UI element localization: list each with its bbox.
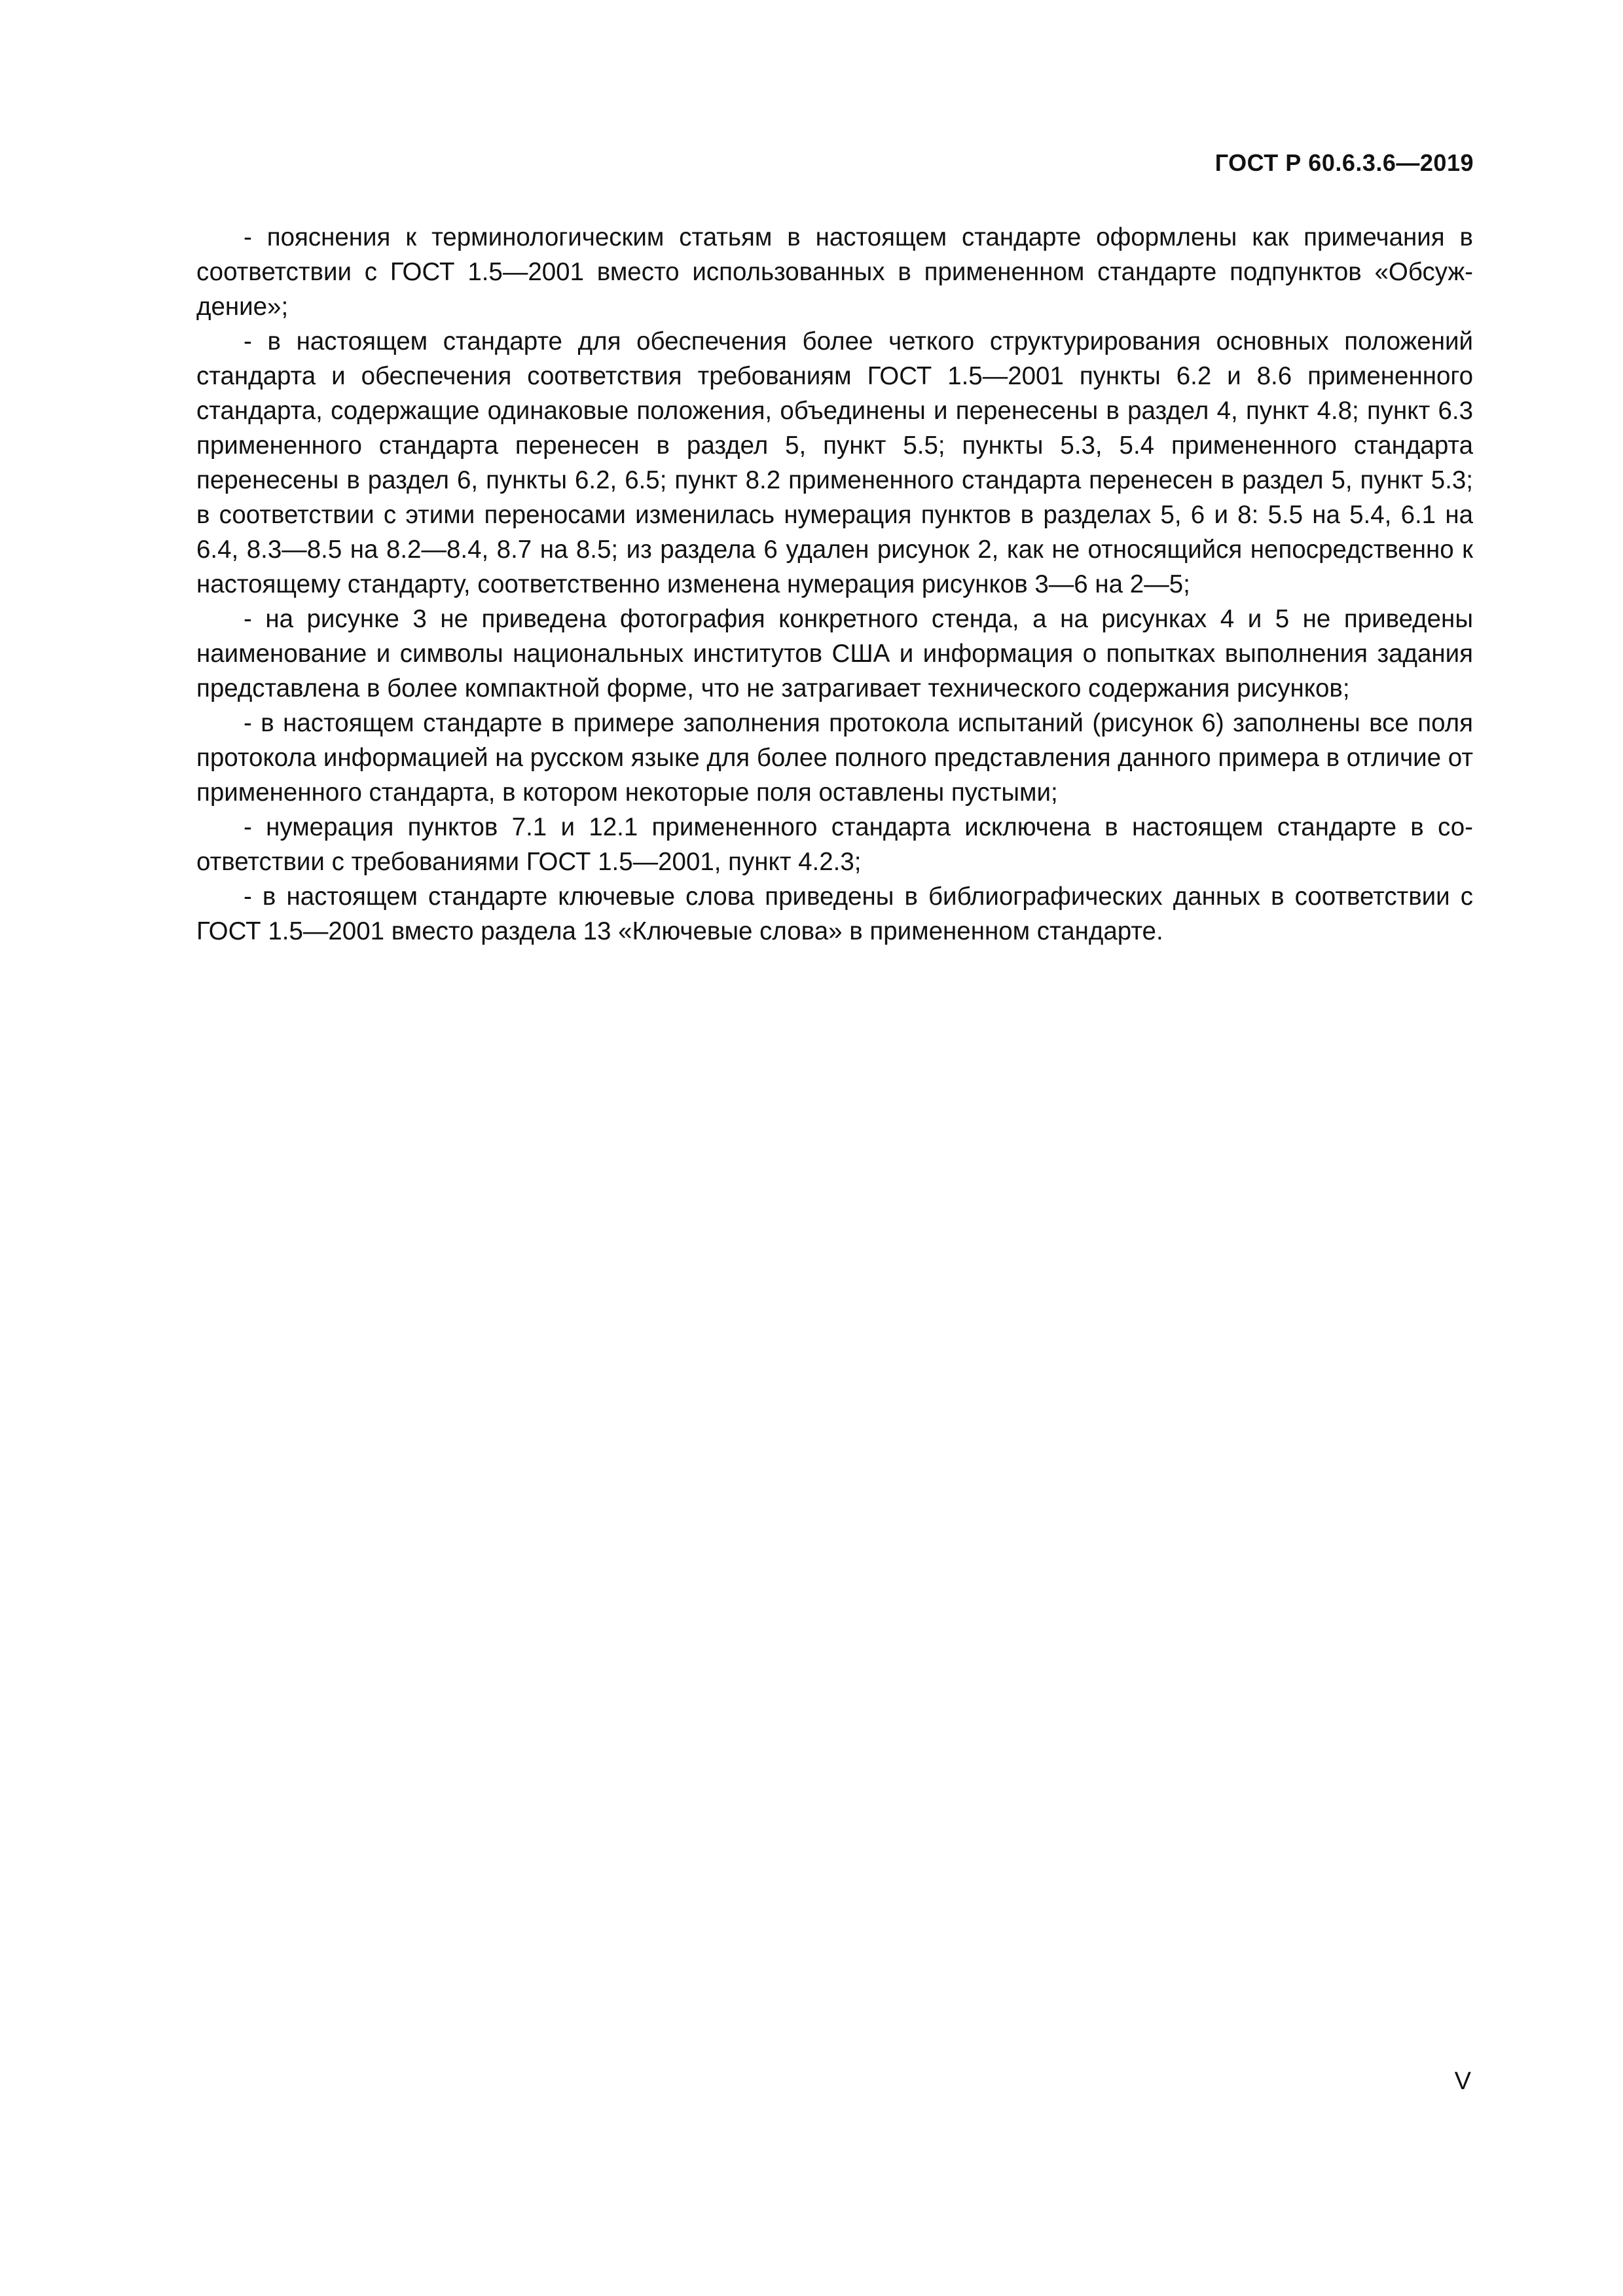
paragraph-test-protocol: - в настоящем стандарте в примере заполнения протокола испытаний (рисунок 6) заполнены все поля протокола информацией на русском языке для более полного представления данного примера в отличие от примененного стандарта, в котором некоторые поля оставлены пустыми;	[196, 709, 1473, 807]
paragraph-numbering-excluded: - нумерация пунктов 7.1 и 12.1 примененного стандарта исключена в настоящем стандарте в соответствии с требованиями ГОСТ 1.5—2001, пункт 4.2.3;	[196, 813, 1473, 876]
paragraph-keywords: - в настоящем стандарте ключевые слова приведены в библиографических данных в соответствии с ГОСТ 1.5—2001 вместо раздела 13 «Ключевые слова» в примененном стандарте.	[196, 883, 1473, 945]
paragraph-terminology-notes: - пояснения к терминологическим статьям в настоящем стандарте оформлены как примечания в соответствии с ГОСТ 1.5—2001 вместо использованных в примененном стандарте подпунктов «Обсуждение»;	[196, 223, 1473, 321]
document-body	[196, 220, 1473, 949]
page-header-standard-number: ГОСТ Р 60.6.3.6—2019	[1214, 149, 1474, 176]
paragraph-figure-changes: - на рисунке 3 не приведена фотография конкретного стенда, а на рисунках 4 и 5 не приведены наименование и символы национальных институтов США и информация о попытках выполнения задания представлена в более компактной форме, что не затрагивает технического содержания рисунков;	[196, 605, 1473, 702]
paragraph-structure-changes: - в настоящем стандарте для обеспечения более четкого структурирования основных положений стандарта и обеспечения соответствия требованиям ГОСТ 1.5—2001 пункты 6.2 и 8.6 примененного стандарта, содержащие одинаковые положения, объединены и перенесены в раздел 4, пункт 4.8; пункт 6.3 примененного стандарта перенесен в раздел 5, пункт 5.5; пункты 5.3, 5.4 примененного стандарта перенесены в раздел 6, пункты 6.2, 6.5; пункт 8.2 примененного стандарта перенесен в раздел 5, пункт 5.3; в соответствии с этими переносами изменилась нумерация пунктов в разделах 5, 6 и 8: 5.5 на 5.4, 6.1 на 6.4, 8.3—8.5 на 8.2—8.4, 8.7 на 8.5; из раздела 6 удален рисунок 2, как не относящийся непосредственно к настоящему стандарту, соответственно изменена нумерация рисунков 3—6 на 2—5;	[196, 327, 1473, 598]
page-number: V	[1454, 2068, 1471, 2095]
